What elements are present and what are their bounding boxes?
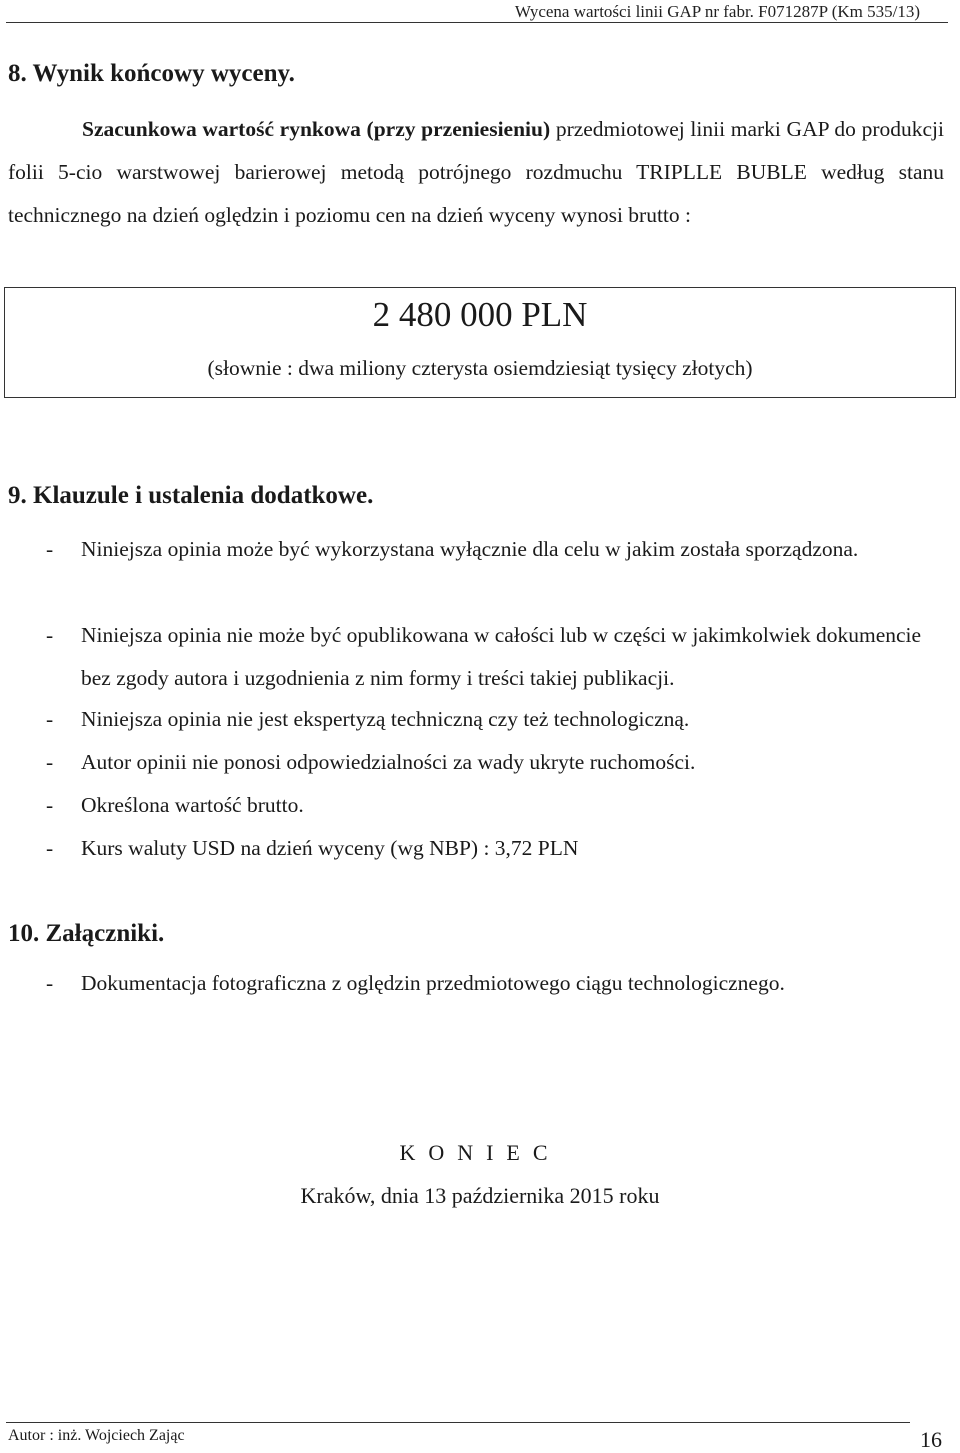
list-item-text: Niniejsza opinia nie jest ekspertyzą techniczną czy też technologiczną.	[81, 707, 690, 731]
list-dash: -	[46, 971, 54, 995]
list-item	[46, 741, 946, 784]
valuation-lead: Szacunkowa wartość rynkowa (przy przeniesieniu)	[82, 117, 551, 141]
list-dash: -	[46, 836, 54, 860]
attachment-item-text: Dokumentacja fotograficzna z oględzin przedmiotowego ciągu technologicznego.	[81, 971, 785, 995]
running-title: Wycena wartości linii GAP nr fabr. F071287P (Km 535/13)	[514, 2, 920, 21]
page-header	[0, 0, 960, 26]
footer-author: Autor : inż. Wojciech Zając	[8, 1427, 185, 1444]
list-dash: -	[46, 537, 54, 561]
list-item-text: Autor opinii nie ponosi odpowiedzialności za wady ukryte ruchomości.	[81, 750, 696, 774]
header-divider	[6, 22, 948, 23]
list-item-text: Kurs waluty USD na dzień wyceny (wg NBP) : 3,72 PLN	[81, 836, 579, 860]
list-item-text: Niniejsza opinia nie może być opublikowana w całości lub w części w jakimkolwiek dokumencie bez zgody autora i uzgodnienia z nim formy i treści takiej publikacji.	[81, 623, 922, 690]
list-dash: -	[46, 793, 54, 817]
footer-divider	[6, 1422, 910, 1423]
valuation-paragraph	[8, 108, 944, 237]
section-8-heading: 8. Wynik końcowy wyceny.	[8, 60, 295, 87]
list-item	[46, 698, 946, 741]
valuation-text: przedmiotowej linii marki GAP do produkcji folii 5-cio warstwowej barierowej metodą potrójnego rozdmuchu TRIPLLE BUBLE według stanu technicznego na dzień oględzin i poziomu cen na dzień wyceny wynosi brutto :	[8, 117, 944, 227]
list-dash: -	[46, 707, 54, 731]
list-item	[46, 827, 946, 870]
list-item-text: Określona wartość brutto.	[81, 793, 304, 817]
valuation-amount-in-words: (słownie : dwa miliony czterysta osiemdziesiąt tysięcy złotych)	[207, 356, 753, 380]
list-dash: -	[46, 623, 54, 647]
list-item	[46, 614, 946, 700]
list-item	[46, 784, 946, 827]
valuation-amount: 2 480 000 PLN	[372, 295, 588, 334]
section-10-heading: 10. Załączniki.	[8, 920, 165, 947]
list-item-text: Niniejsza opinia może być wykorzystana wyłącznie dla celu w jakim została sporządzona.	[81, 537, 859, 561]
place-and-date: Kraków, dnia 13 października 2015 roku	[300, 1183, 660, 1208]
list-dash: -	[46, 750, 54, 774]
page-number: 16	[920, 1427, 942, 1452]
attachment-item	[46, 962, 946, 1005]
list-item	[46, 528, 946, 571]
valuation-result-box	[4, 287, 956, 398]
section-9-heading: 9. Klauzule i ustalenia dodatkowe.	[8, 482, 374, 509]
end-marker: KONIEC	[399, 1140, 561, 1165]
